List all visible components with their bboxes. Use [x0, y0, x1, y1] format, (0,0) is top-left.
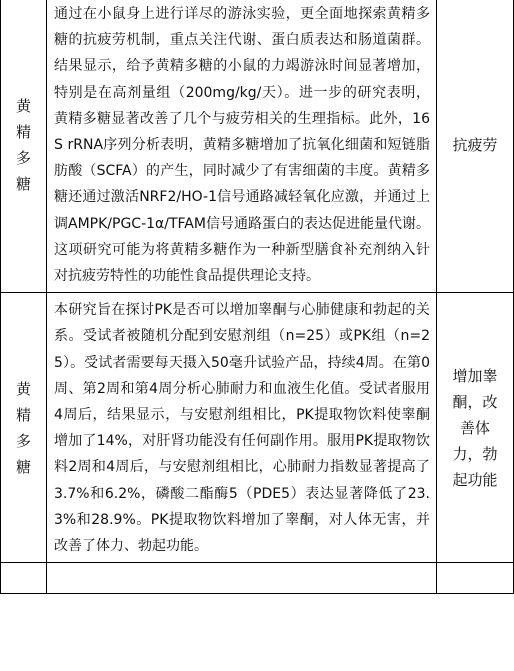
function-line: 起功能: [452, 470, 498, 489]
empty-cell: [47, 563, 437, 594]
name-char: 糖: [15, 174, 31, 193]
name-cell: [1, 0, 47, 293]
name-char: 糖: [15, 457, 31, 476]
table-row: [1, 293, 514, 563]
function-line: 酮，改: [452, 392, 498, 411]
name-cell: [1, 293, 47, 563]
description-cell: 本研究旨在探讨PK是否可以增加睾酮与心肺健康和勃起的关系。受试者被随机分配到安慰剂组（n=25）或PK组（n=25）。受试者需要每天摄入50毫升试验产品，持续4周。在第0周、第2周和第4周分析心肺耐力和血液生化值。受试者服用4周后，结果显示，与安慰剂组相比，PK提取物饮料使睾酮增加了14%，对肝肾功能没有任何副作用。服用PK提取物饮料2周和4周后，与安慰剂组相比，心肺耐力指数显著提高了3.7%和6.2%，磷酸二酯酶5（PDE5）表达显著降低了23.3%和28.9%。PK提取物饮料增加了睾酮，对人体无害，并改善了体力、勃起功能。: [47, 293, 437, 563]
name-char: 黄: [15, 96, 31, 115]
function-line: 善体: [459, 418, 490, 437]
function-cell: [437, 0, 514, 293]
description-cell: 通过在小鼠身上进行详尽的游泳实验，更全面地探索黄精多糖的抗疲劳机制，重点关注代谢、蛋白质表达和肠道菌群。结果显示，给予黄精多糖的小鼠的力竭游泳时间显著增加，特别是在高剂量组（200mg/kg/天）。进一步的研究表明，黄精多糖显著改善了几个与疲劳相关的生理指标。此外，16S rRNA序列分析表明，黄精多糖增加了抗氧化细菌和短链脂肪酸（SCFA）的产生，同时减少了有害细菌的丰度。黄精多糖还通过激活NRF2/HO-1信号通路减轻氧化应激，并通过上调AMPK/PGC-1α/TFAM信号通路蛋白的表达促进能量代谢。这项研究可能为将黄精多糖作为一种新型膳食补充剂纳入针对抗疲劳特性的功能性食品提供理论支持。: [47, 0, 437, 293]
name-char: 精: [15, 405, 31, 424]
function-line: 力，勃: [452, 444, 498, 463]
function-cell: [437, 293, 514, 563]
function-line: 增加睾: [452, 366, 498, 385]
name-char: 多: [15, 431, 31, 450]
name-char: 精: [15, 122, 31, 141]
empty-cell: [1, 563, 47, 594]
name-char: 多: [15, 148, 31, 167]
table-row-partial: [1, 563, 514, 594]
empty-cell: [437, 563, 514, 594]
name-char: 黄: [15, 379, 31, 398]
table-row: [1, 0, 514, 293]
function-line: 抗疲劳: [452, 135, 498, 154]
